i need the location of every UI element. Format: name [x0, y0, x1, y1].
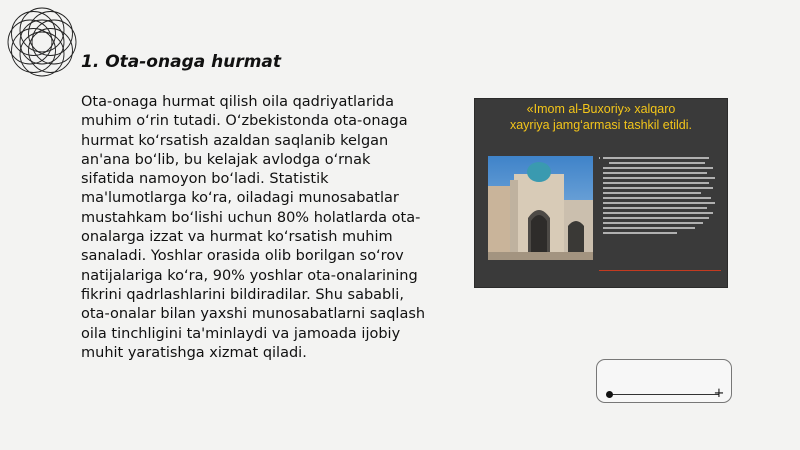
- image-caption: [475, 101, 727, 133]
- media-player-bar[interactable]: [596, 359, 732, 403]
- seek-track[interactable]: [609, 394, 719, 395]
- playhead-dot-icon[interactable]: [606, 391, 613, 398]
- image-text-block: [597, 155, 719, 239]
- mausoleum-photo: [488, 156, 593, 260]
- image-caption-line-1: «Imom al-Buxoriy» xalqaro: [526, 102, 676, 116]
- slide-image: [474, 98, 728, 288]
- slide-title: 1. Ota-onaga hurmat: [81, 52, 282, 72]
- image-accent-line: [599, 270, 721, 271]
- plus-icon[interactable]: +: [713, 386, 725, 401]
- geometric-rosette-icon: [4, 4, 80, 80]
- slide-body-text: Ota-onaga hurmat qilish oila qadriyatlarida muhim o‘rin tutadi. O‘zbekistonda ota-onaga hurmat ko‘rsatish azaldan saqlanib kelgan an'ana bo‘lib, bu kelajak avlodga o‘rnak sifatida namoyon bo‘ladi. Statistik ma'lumotlarga ko‘ra, oiladagi munosabatlar mustahkam bo‘lishi uchun 80% holatlarda ota-onalarga izzat va hurmat ko‘rsatish muhim sanaladi. Yoshlar orasida olib borilgan so‘rov natijalariga ko‘ra, 90% yoshlar ota-onalarining fikrini qadrlashlarini bildiradilar. Shu sababli, ota-onalar bilan yaxshi munosabatlarni saqlash oila tinchligini ta'minlaydi va jamoada ijobiy muhit yaratishga xizmat qiladi.: [81, 94, 426, 361]
- image-caption-line-2: xayriya jamg‘armasi tashkil etildi.: [509, 118, 692, 132]
